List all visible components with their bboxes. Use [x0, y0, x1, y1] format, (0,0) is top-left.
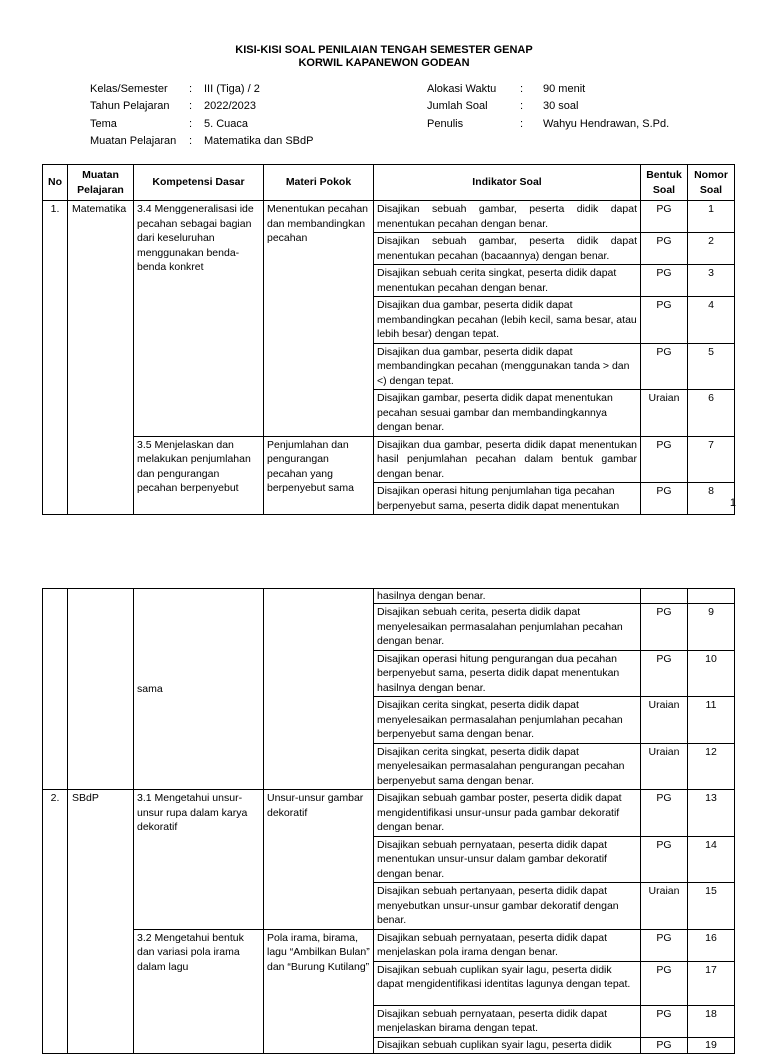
cell-indikator: Disajikan sebuah pernyataan, peserta didik dapat menjelaskan pola irama dengan benar.: [374, 929, 641, 961]
cell-bentuk: PG: [641, 201, 688, 233]
cell-kd: 3.2 Mengetahui bentuk dan variasi pola irama dalam lagu: [134, 929, 264, 1053]
info-sep: :: [189, 135, 193, 147]
cell-indikator: Disajikan sebuah cerita singkat, peserta didik dapat menentukan pecahan dengan benar.: [374, 265, 641, 297]
header-bentuk: Bentuk Soal: [641, 165, 688, 201]
cell-nomor: 16: [688, 929, 735, 961]
cell-bentuk: PG: [641, 297, 688, 344]
info-label-kelas: Kelas/Semester: [90, 83, 168, 95]
cell-nomor: 5: [688, 343, 735, 390]
table-header-row: [43, 165, 735, 201]
cell-indikator: Disajikan operasi hitung penjumlahan tiga pecahan berpenyebut sama, peserta didik dapat menentukan: [374, 483, 641, 515]
cell-indikator: Disajikan operasi hitung pengurangan dua pecahan berpenyebut sama, peserta didik dapat menentukan hasilnya dengan benar.: [374, 650, 641, 697]
cell-indikator: Disajikan dua gambar, peserta didik dapat membandingkan pecahan (menggunakan tanda > dan <) dengan tepat.: [374, 343, 641, 390]
table-row: [43, 929, 735, 961]
cell-nomor: 1: [688, 201, 735, 233]
cell-nomor: 4: [688, 297, 735, 344]
info-sep: :: [189, 118, 193, 130]
cell-nomor: 14: [688, 836, 735, 883]
table-row: [43, 589, 735, 604]
cell-kd: sama: [134, 589, 264, 790]
cell-no: [43, 589, 68, 790]
cell-indikator: Disajikan dua gambar, peserta didik dapat membandingkan pecahan (lebih kecil, sama besar, atau lebih besar) dengan tepat.: [374, 297, 641, 344]
cell-indikator: Disajikan gambar, peserta didik dapat menentukan pecahan sesuai gambar dan membandingkannya dengan benar.: [374, 390, 641, 437]
info-sep: :: [520, 118, 524, 130]
info-value-tahun: 2022/2023: [204, 100, 256, 112]
kisi-table-page-1: [42, 164, 735, 515]
doc-subtitle: KORWIL KAPANEWON GODEAN: [298, 57, 470, 69]
cell-indikator: Disajikan cerita singkat, peserta didik dapat menyelesaikan permasalahan pengurangan pecahan berpenyebut sama dengan benar.: [374, 743, 641, 790]
info-label-jumlah: Jumlah Soal: [427, 100, 488, 112]
table-row: [43, 201, 735, 233]
cell-bentuk: PG: [641, 604, 688, 651]
cell-kd: 3.1 Mengetahui unsur-unsur rupa dalam karya dekoratif: [134, 790, 264, 930]
info-sep: :: [520, 100, 524, 112]
cell-nomor: 13: [688, 790, 735, 837]
cell-bentuk: PG: [641, 1037, 688, 1053]
info-value-muatan: Matematika dan SBdP: [204, 135, 314, 147]
cell-nomor: 12: [688, 743, 735, 790]
cell-indikator: Disajikan sebuah cuplikan syair lagu, peserta didik dapat mengidentifikasi identitas lagunya dengan tepat.: [374, 961, 641, 1005]
cell-indikator: Disajikan cerita singkat, peserta didik dapat menyelesaikan permasalahan penjumlahan pecahan berpenyebut sama dengan benar.: [374, 697, 641, 744]
cell-nomor: [688, 589, 735, 604]
info-label-tahun: Tahun Pelajaran: [90, 100, 170, 112]
cell-muatan: Matematika: [68, 201, 134, 515]
cell-indikator: Disajikan sebuah gambar, peserta didik dapat menentukan pecahan dengan benar.: [374, 201, 641, 233]
cell-bentuk: PG: [641, 483, 688, 515]
cell-indikator: Disajikan sebuah gambar, peserta didik dapat menentukan pecahan (bacaannya) dengan benar.: [374, 233, 641, 265]
cell-nomor: 19: [688, 1037, 735, 1053]
info-value-kelas: III (Tiga) / 2: [204, 83, 260, 95]
cell-kd: 3.5 Menjelaskan dan melakukan penjumlahan dan pengurangan pecahan berpenyebut: [134, 436, 264, 515]
cell-bentuk: Uraian: [641, 697, 688, 744]
cell-nomor: 18: [688, 1005, 735, 1037]
cell-indikator: Disajikan sebuah pernyataan, peserta didik dapat menjelaskan birama dengan tepat.: [374, 1005, 641, 1037]
cell-materi: [264, 589, 374, 790]
info-label-muatan: Muatan Pelajaran: [90, 135, 177, 147]
cell-bentuk: Uraian: [641, 883, 688, 930]
info-label-penulis: Penulis: [427, 118, 464, 130]
info-value-tema: 5. Cuaca: [204, 118, 249, 130]
cell-bentuk: Uraian: [641, 390, 688, 437]
header-indikator: Indikator Soal: [374, 165, 641, 201]
cell-materi: Unsur-unsur gambar dekoratif: [264, 790, 374, 930]
info-label-alokasi: Alokasi Waktu: [427, 83, 497, 95]
cell-indikator: Disajikan sebuah pernyataan, peserta didik dapat menentukan unsur-unsur dalam gambar dekoratif dengan benar.: [374, 836, 641, 883]
cell-bentuk: Uraian: [641, 743, 688, 790]
info-value-jumlah: 30 soal: [543, 100, 579, 112]
cell-nomor: 17: [688, 961, 735, 1005]
info-sep: :: [189, 100, 193, 112]
cell-materi: Menentukan pecahan dan membandingkan pecahan: [264, 201, 374, 437]
info-value-penulis: Wahyu Hendrawan, S.Pd.: [543, 118, 670, 130]
cell-nomor: 7: [688, 436, 735, 483]
cell-bentuk: PG: [641, 265, 688, 297]
cell-bentuk: PG: [641, 961, 688, 1005]
cell-bentuk: PG: [641, 1005, 688, 1037]
header-kd: Kompetensi Dasar: [134, 165, 264, 201]
cell-materi: Penjumlahan dan pengurangan pecahan yang berpenyebut sama: [264, 436, 374, 515]
info-label-tema: Tema: [90, 118, 117, 130]
cell-muatan: SBdP: [68, 790, 134, 1054]
info-sep: :: [520, 83, 524, 95]
cell-indikator: Disajikan dua gambar, peserta didik dapat menentukan hasil penjumlahan pecahan dalam bentuk gambar dengan benar.: [374, 436, 641, 483]
cell-bentuk: PG: [641, 436, 688, 483]
kisi-table-page-2: [42, 588, 735, 1054]
cell-bentuk: PG: [641, 233, 688, 265]
cell-indikator: Disajikan sebuah cerita, peserta didik dapat menyelesaikan permasalahan penjumlahan pecahan dengan benar.: [374, 604, 641, 651]
cell-nomor: 11: [688, 697, 735, 744]
cell-nomor: 8: [688, 483, 735, 515]
cell-bentuk: PG: [641, 650, 688, 697]
info-sep: :: [189, 83, 193, 95]
table-row: [43, 790, 735, 837]
cell-muatan: [68, 589, 134, 790]
cell-nomor: 15: [688, 883, 735, 930]
cell-nomor: 9: [688, 604, 735, 651]
header-nomor: Nomor Soal: [688, 165, 735, 201]
header-no: No: [43, 165, 68, 201]
doc-title: KISI-KISI SOAL PENILAIAN TENGAH SEMESTER GENAP: [235, 44, 533, 56]
cell-nomor: 10: [688, 650, 735, 697]
cell-indikator: Disajikan sebuah cuplikan syair lagu, peserta didik: [374, 1037, 641, 1053]
header-materi: Materi Pokok: [264, 165, 374, 201]
cell-bentuk: [641, 589, 688, 604]
cell-bentuk: PG: [641, 343, 688, 390]
info-value-alokasi: 90 menit: [543, 83, 586, 95]
cell-indikator: Disajikan sebuah pertanyaan, peserta didik dapat menyebutkan unsur-unsur gambar dekoratif dengan benar.: [374, 883, 641, 930]
cell-nomor: 3: [688, 265, 735, 297]
cell-bentuk: PG: [641, 790, 688, 837]
cell-bentuk: PG: [641, 929, 688, 961]
cell-bentuk: PG: [641, 836, 688, 883]
cell-nomor: 6: [688, 390, 735, 437]
cell-no: 1.: [43, 201, 68, 515]
cell-indikator: hasilnya dengan benar.: [374, 589, 641, 604]
cell-nomor: 2: [688, 233, 735, 265]
table-row: [43, 436, 735, 483]
cell-kd: 3.4 Menggeneralisasi ide pecahan sebagai bagian dari keseluruhan menggunakan benda-benda konkret: [134, 201, 264, 437]
page-number: 1: [729, 497, 736, 509]
cell-no: 2.: [43, 790, 68, 1054]
cell-materi: Pola irama, birama, lagu “Ambilkan Bulan” dan “Burung Kutilang”: [264, 929, 374, 1053]
header-muatan: Muatan Pelajaran: [68, 165, 134, 201]
cell-indikator: Disajikan sebuah gambar poster, peserta didik dapat mengidentifikasi unsur-unsur pada gambar dekoratif dengan benar.: [374, 790, 641, 837]
